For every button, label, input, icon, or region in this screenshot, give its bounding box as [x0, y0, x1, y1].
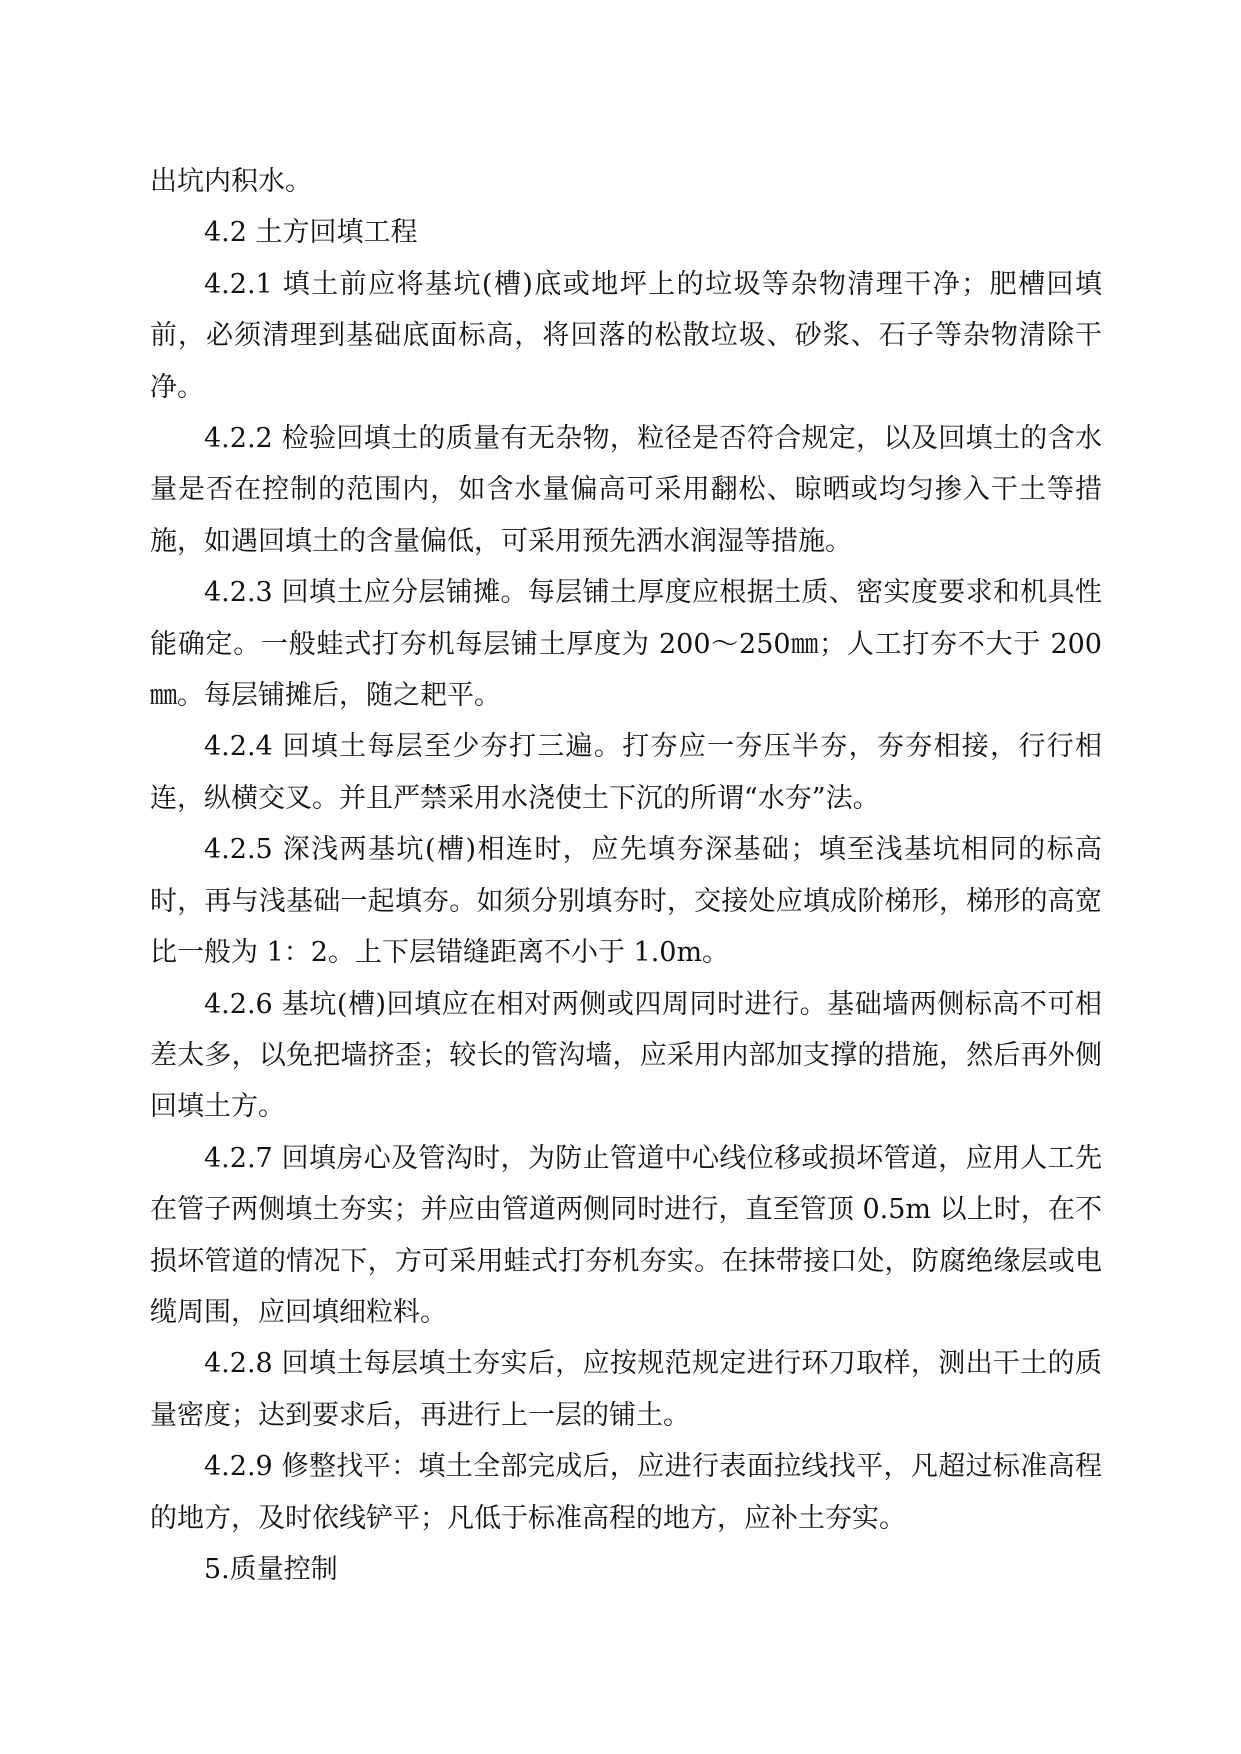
paragraph-4-2-1: 4.2.1 填土前应将基坑(槽)底或地坪上的垃圾等杂物清理干净；肥槽回填前，必须清理到基础底面标高，将回落的松散垃圾、砂浆、石子等杂物清除干净。 — [150, 268, 1102, 403]
section-heading-4-2: 4.2 土方回填工程 — [204, 217, 418, 249]
paragraph-4-2-3: 4.2.3 回填土应分层铺摊。每层铺土厚度应根据土质、密实度要求和机具性能确定。一般蛙式打夯机每层铺土厚度为 200～250㎜；人工打夯不大于 200㎜。每层铺摊后，随之耙平。 — [150, 577, 1102, 712]
paragraph-4-2-8: 4.2.8 回填土每层填土夯实后，应按规范规定进行环刀取样，测出干土的质量密度；达到要求后，再进行上一层的铺土。 — [150, 1348, 1102, 1431]
section-heading-5: 5.质量控制 — [204, 1553, 338, 1585]
paragraph-4-2-7: 4.2.7 回填房心及管沟时，为防止管道中心线位移或损坏管道，应用人工先在管子两侧填土夯实；并应由管道两侧同时进行，直至管顶 0.5m 以上时，在不损坏管道的情况下，方可采用蛙式打夯机夯实。在抹带接口处，防腐绝缘层或电缆周围，应回填细粒料。 — [150, 1142, 1102, 1328]
paragraph-4-2-2: 4.2.2 检验回填土的质量有无杂物，粒径是否符合规定，以及回填土的含水量是否在控制的范围内，如含水量偏高可采用翻松、晾晒或均匀掺入干土等措施，如遇回填土的含量偏低，可采用预先洒水润湿等措施。 — [150, 423, 1102, 557]
paragraph-continuation: 出坑内积水。 — [150, 166, 312, 197]
paragraph-4-2-4: 4.2.4 回填土每层至少夯打三遍。打夯应一夯压半夯，夯夯相接，行行相连，纵横交叉。并且严禁采用水浇使土下沉的所谓“水夯”法。 — [150, 731, 1102, 814]
document-page — [150, 156, 1102, 1595]
paragraph-4-2-9: 4.2.9 修整找平：填土全部完成后，应进行表面拉线找平，凡超过标准高程的地方，及时依线铲平；凡低于标准高程的地方，应补土夯实。 — [150, 1451, 1102, 1534]
paragraph-4-2-5: 4.2.5 深浅两基坑(槽)相连时，应先填夯深基础；填至浅基坑相同的标高时，再与浅基础一起填夯。如须分别填夯时，交接处应填成阶梯形，梯形的高宽比一般为 1：2。上下层错缝距离不小于 1.0m。 — [150, 834, 1102, 969]
paragraph-4-2-6: 4.2.6 基坑(槽)回填应在相对两侧或四周同时进行。基础墙两侧标高不可相差太多，以免把墙挤歪；较长的管沟墙，应采用内部加支撑的措施，然后再外侧回填土方。 — [150, 988, 1102, 1123]
